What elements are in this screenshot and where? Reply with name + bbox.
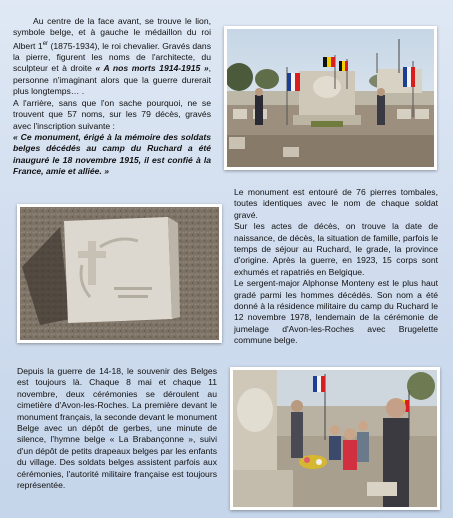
text-block-2 (234, 187, 438, 347)
paragraph-death-records: Sur les actes de décès, on trouve la date de naissance, de décès, la situation de famille, parfois le temps de séjour au Ruchard, le grade, la province d'origine. Après la guerre, en 1923, 15 corps sont exhumés et rapatriés en Belgique. (234, 221, 438, 277)
photo-ceremony-children-image (233, 370, 437, 507)
photo-monument-ceremony (224, 26, 437, 170)
text-segment: , personne n'imaginant alors que la guerre durerait plus longtemps… . (13, 63, 211, 97)
text-block-1 (13, 16, 211, 178)
quote-inscription: « Ce monument, érigé à la mémoire des soldats belges décédés au camp du Ruchard a été inauguré le 18 novembre 1915, il est confié à la France, amie et alliée. » (13, 131, 211, 177)
paragraph-monteny: Le sergent-major Alphonse Monteny est le plus haut gradé parmi les hommes décédés. Son nom a été donné à la résidence militaire du camp du Ruchard le 12 novembre 1978, lendemain de la cérémonie de jumelage d'Avon-les-Roches avec Brugelette commune belge. (234, 278, 438, 346)
photo-ceremony-children (230, 367, 440, 510)
superscript: er (42, 40, 49, 47)
photo-gravestone (17, 204, 222, 343)
text-segment: Au centre de la face avant, se trouve le lion, symbole belge, et à gauche le médaillon du roi Albert 1 (13, 16, 211, 51)
text-block-3 (17, 366, 217, 491)
paragraph-tombstones: Le monument est entouré de 76 pierres tombales, toutes identiques avec le nom de chaque soldat gravé. (234, 187, 438, 220)
quote-a-nos-morts: « A nos morts 1914-1915 » (95, 63, 209, 74)
photo-monument-ceremony-image (227, 29, 434, 167)
text-segment: (1875-1934), le roi chevalier. Gravés dans la pierre, figurent les noms de l'architecte, du sculpteur et à droite (13, 40, 211, 74)
photo-gravestone-image (20, 207, 219, 340)
paragraph-monument-front (13, 16, 211, 98)
paragraph-monument-back (13, 98, 211, 132)
paragraph-ceremonies: Depuis la guerre de 14-18, le souvenir des Belges est toujours là. Chaque 8 mai et chaque 11 novembre, deux cérémonies se déroulent au cimetière d'Avon-les-Roches. La première devant le monument français, la seconde devant le monument Belge avec un dépôt de gerbes, une minute de silence, l'hymne belge « La Brabançonne », suivi d'un dépôt de petits drapeaux belges par les enfants du village. Des soldats belges assistent parfois aux cérémonies, l'autorité militaire française est toujours représentée. (17, 366, 217, 491)
text-segment: A l'arrière, sans que l'on sache pourquoi, ne se trouvent que 57 noms, sur les 79 décès, gravés avec l'inscription suivante : (13, 97, 211, 131)
